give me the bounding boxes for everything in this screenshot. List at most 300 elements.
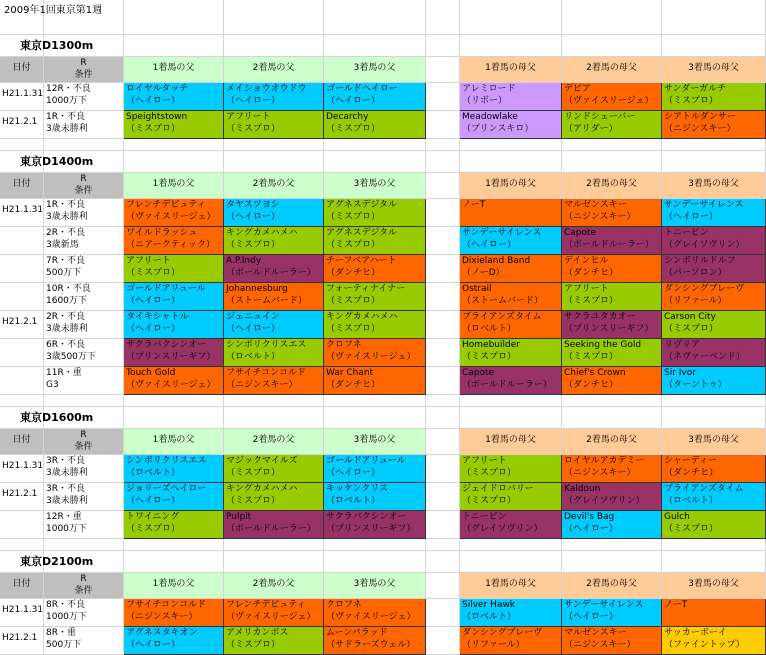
- dam-sire-cell[interactable]: [662, 627, 766, 655]
- dam-sire-name: サンダーガルチ: [664, 84, 727, 94]
- dam-sire-cell[interactable]: [662, 339, 766, 367]
- dam-sire-line: （ロベルト）: [462, 324, 517, 334]
- spacer-1-cell-3[interactable]: [224, 139, 324, 151]
- dam-sire-line: （ロベルト）: [462, 612, 517, 622]
- gap-cell[interactable]: [426, 511, 460, 539]
- header-sire-3: [324, 173, 426, 199]
- date-cell[interactable]: [0, 283, 44, 311]
- sire-name: キングカメハメハ: [326, 312, 398, 322]
- section-title-row-cell-6[interactable]: [460, 35, 562, 57]
- spacer-3-cell-6[interactable]: [460, 539, 562, 551]
- sire-name: アメリカンボス: [226, 628, 289, 638]
- sire-cell[interactable]: [324, 283, 426, 311]
- spacer-2-cell-0[interactable]: [0, 395, 44, 407]
- sire-cell[interactable]: [324, 111, 426, 139]
- section-title-row-cell-8[interactable]: [662, 35, 766, 57]
- sire-cell[interactable]: [224, 311, 324, 339]
- section-title-row-cell-7[interactable]: [562, 551, 662, 573]
- spacer-3-cell-5[interactable]: [426, 539, 460, 551]
- sire-cell[interactable]: [224, 199, 324, 227]
- sire-name: アグネスデジタル: [326, 200, 397, 210]
- dam-sire-name: アフリート: [462, 456, 507, 466]
- spacer-2-cell-7[interactable]: [562, 395, 662, 407]
- dam-sire-name: Seeking the Gold: [564, 340, 642, 350]
- dam-sire-line: （ストームバード）: [462, 296, 544, 306]
- section-title-row-cell-3[interactable]: [224, 35, 324, 57]
- gap-cell[interactable]: [426, 199, 460, 227]
- sire-name: マジックマイルズ: [226, 456, 298, 466]
- sire-line: （ストームバード）: [226, 296, 308, 306]
- dam-sire-name: シャーディー: [664, 456, 718, 466]
- section-title-row-cell-5[interactable]: [426, 35, 460, 57]
- dam-sire-cell[interactable]: [662, 511, 766, 539]
- sire-cell[interactable]: [324, 83, 426, 111]
- section-title-row-cell-8[interactable]: [662, 407, 766, 429]
- sire-cell[interactable]: [224, 455, 324, 483]
- sire-name: War Chant: [326, 368, 374, 378]
- header-sire-label: 3着馬の父: [353, 435, 396, 445]
- gap-cell[interactable]: [426, 255, 460, 283]
- dam-sire-cell[interactable]: [460, 455, 562, 483]
- sire-name: アグネスデジタル: [326, 228, 397, 238]
- section-title-row-cell-0[interactable]: [0, 151, 94, 173]
- header-sire-1: [124, 173, 224, 199]
- spacer-1-cell-5[interactable]: [426, 139, 460, 151]
- dam-sire-cell[interactable]: [460, 199, 562, 227]
- date-cell[interactable]: [0, 599, 44, 627]
- gap-cell[interactable]: [426, 599, 460, 627]
- gap-cell[interactable]: [426, 283, 460, 311]
- sire-line: （ミスプロ）: [326, 296, 381, 306]
- sire-cell[interactable]: [124, 311, 224, 339]
- header-sire-3: [324, 57, 426, 83]
- header-race-label: R: [80, 174, 87, 184]
- section-title-row-cell-2[interactable]: [124, 407, 224, 429]
- sire-name: ロイヤルタッチ: [126, 84, 189, 94]
- gap-cell[interactable]: [426, 367, 460, 395]
- dam-sire-cell[interactable]: [562, 483, 662, 511]
- spacer-2-cell-3[interactable]: [224, 395, 324, 407]
- dam-sire-line: （グレイソヴリン）: [564, 496, 645, 506]
- condition-cell[interactable]: [44, 111, 124, 139]
- caption-row-cell-3[interactable]: [224, 0, 324, 35]
- dam-sire-cell[interactable]: [662, 255, 766, 283]
- header-dam-sire-3: [662, 429, 766, 455]
- race-class: 500万下: [46, 640, 82, 650]
- sire-cell[interactable]: [324, 255, 426, 283]
- spacer-2-cell-1[interactable]: [44, 395, 124, 407]
- dam-sire-cell[interactable]: [460, 483, 562, 511]
- race-date: H21.1.31: [2, 89, 44, 99]
- race-number-going: 3R・不良: [46, 484, 85, 494]
- race-class: 500万下: [46, 268, 82, 278]
- section-title-row-cell-4[interactable]: [324, 407, 426, 429]
- section-title-row-cell-3[interactable]: [224, 407, 324, 429]
- section-title-row-cell-3[interactable]: [224, 551, 324, 573]
- spacer-2-cell-2[interactable]: [124, 395, 224, 407]
- dam-sire-cell[interactable]: [662, 83, 766, 111]
- spacer-1-cell-4[interactable]: [324, 139, 426, 151]
- spacer-3-cell-4[interactable]: [324, 539, 426, 551]
- section-title-row-cell-7[interactable]: [562, 35, 662, 57]
- caption-row-cell-2[interactable]: [124, 0, 224, 35]
- sire-cell[interactable]: [324, 339, 426, 367]
- dam-sire-line: （ダンチヒ）: [664, 468, 719, 478]
- dam-sire-name: サンデーサイレンス: [564, 600, 644, 610]
- section-title-row-cell-2[interactable]: [124, 151, 224, 173]
- section-title-row-cell-7[interactable]: [562, 151, 662, 173]
- dam-sire-cell[interactable]: [662, 599, 766, 627]
- spacer-2-cell-5[interactable]: [426, 395, 460, 407]
- dam-sire-name: ロイヤルアカデミー: [564, 456, 645, 466]
- condition-cell[interactable]: [44, 283, 124, 311]
- section-title-row-cell-6[interactable]: [460, 407, 562, 429]
- header-sire-label: 3着馬の父: [353, 179, 396, 189]
- date-cell[interactable]: [0, 199, 44, 227]
- sire-line: （ミスプロ）: [226, 124, 281, 134]
- condition-cell[interactable]: [44, 199, 124, 227]
- sire-cell[interactable]: [224, 339, 324, 367]
- spacer-3-cell-2[interactable]: [124, 539, 224, 551]
- sire-name: フサイチコンコルド: [126, 600, 207, 610]
- sire-cell[interactable]: [324, 199, 426, 227]
- dam-sire-name: ダンシングブレーヴ: [462, 628, 543, 638]
- dam-sire-name: Meadowlake: [462, 112, 518, 122]
- spacer-1-cell-0[interactable]: [0, 139, 44, 151]
- caption-row-cell-5[interactable]: [426, 0, 460, 35]
- header-dam-sire-label: 3着馬の母父: [688, 179, 739, 189]
- sire-cell[interactable]: [124, 199, 224, 227]
- spacer-3-cell-3[interactable]: [224, 539, 324, 551]
- dam-sire-cell[interactable]: [562, 283, 662, 311]
- gap-cell[interactable]: [426, 83, 460, 111]
- sire-cell[interactable]: [224, 283, 324, 311]
- sire-line: （ニジンスキー）: [226, 380, 298, 390]
- header-dam-sire-3: [662, 173, 766, 199]
- section-title-row-cell-2[interactable]: [124, 35, 224, 57]
- dam-sire-cell[interactable]: [662, 455, 766, 483]
- sire-name: フレンチデピュティ: [126, 200, 206, 210]
- header-dam-sire-3: [662, 573, 766, 599]
- date-cell[interactable]: [0, 227, 44, 255]
- header-sire-label: 2着馬の父: [252, 179, 295, 189]
- race-number-going: 8R・不良: [46, 600, 85, 610]
- dam-sire-cell[interactable]: [562, 111, 662, 139]
- sire-cell[interactable]: [124, 83, 224, 111]
- header-date-label: 日付: [12, 179, 31, 189]
- dam-sire-cell[interactable]: [460, 311, 562, 339]
- gap-cell[interactable]: [426, 483, 460, 511]
- header-dam-sire-label: 2着馬の母父: [586, 63, 637, 73]
- dam-sire-name: Ostrail: [462, 284, 492, 294]
- sire-cell[interactable]: [124, 367, 224, 395]
- spacer-2-cell-4[interactable]: [324, 395, 426, 407]
- sire-line: （ミスプロ）: [326, 240, 381, 250]
- section-title-row-cell-6[interactable]: [460, 551, 562, 573]
- spacer-1-cell-6[interactable]: [460, 139, 562, 151]
- header-race-condition: [44, 429, 124, 455]
- sire-line: （ヴァイスリージェ）: [226, 612, 316, 622]
- sire-cell[interactable]: [124, 283, 224, 311]
- section-title-row-cell-5[interactable]: [426, 407, 460, 429]
- sire-line: （ヘイロー）: [226, 96, 281, 106]
- gap-cell[interactable]: [426, 339, 460, 367]
- dam-sire-cell[interactable]: [562, 599, 662, 627]
- sire-line: （ミスプロ）: [126, 524, 181, 534]
- dam-sire-cell[interactable]: [562, 227, 662, 255]
- race-number-going: 3R・不良: [46, 456, 85, 466]
- section-title-row-cell-4[interactable]: [324, 151, 426, 173]
- dam-sire-line: （ヘイロー）: [564, 612, 619, 622]
- race-class: 1000万下: [46, 612, 87, 622]
- spacer-1-cell-8[interactable]: [662, 139, 766, 151]
- dam-sire-cell[interactable]: [562, 367, 662, 395]
- sire-cell[interactable]: [124, 227, 224, 255]
- dam-sire-cell[interactable]: [662, 367, 766, 395]
- sire-cell[interactable]: [224, 367, 324, 395]
- condition-cell[interactable]: [44, 627, 124, 655]
- header-date-label: 日付: [12, 63, 31, 73]
- header-sire-label: 1着馬の父: [152, 579, 195, 589]
- date-cell[interactable]: [0, 83, 44, 111]
- sire-cell[interactable]: [124, 339, 224, 367]
- sire-cell[interactable]: [324, 455, 426, 483]
- sire-cell[interactable]: [224, 111, 324, 139]
- sire-name: フサイチコンコルド: [226, 368, 307, 378]
- dam-sire-line: （ヴァイスリージェ）: [564, 96, 654, 106]
- section-title-row-cell-8[interactable]: [662, 151, 766, 173]
- condition-cell[interactable]: [44, 511, 124, 539]
- header-date: [0, 429, 44, 455]
- dam-sire-name: サンデーサイレンス: [664, 200, 744, 210]
- dam-sire-cell[interactable]: [562, 511, 662, 539]
- condition-cell[interactable]: [44, 339, 124, 367]
- section-title: 東京D1300m: [20, 39, 94, 52]
- race-class: G3: [46, 380, 59, 390]
- dam-sire-line: （リファール）: [664, 296, 727, 306]
- sire-line: （ニアークティック）: [126, 240, 216, 250]
- sire-name: アフリート: [226, 112, 271, 122]
- date-cell[interactable]: [0, 511, 44, 539]
- dam-sire-cell[interactable]: [460, 599, 562, 627]
- section-title-row-cell-5[interactable]: [426, 151, 460, 173]
- spacer-3-cell-0[interactable]: [0, 539, 44, 551]
- dam-sire-cell[interactable]: [562, 627, 662, 655]
- sire-cell[interactable]: [124, 111, 224, 139]
- sire-cell[interactable]: [224, 599, 324, 627]
- caption-row-cell-6[interactable]: [460, 0, 562, 35]
- caption-row-cell-8[interactable]: [662, 0, 766, 35]
- sire-cell[interactable]: [124, 599, 224, 627]
- gap-cell[interactable]: [426, 227, 460, 255]
- dam-sire-line: （ミスプロ）: [462, 352, 517, 362]
- sire-cell[interactable]: [324, 511, 426, 539]
- dam-sire-cell[interactable]: [460, 367, 562, 395]
- dam-sire-cell[interactable]: [460, 111, 562, 139]
- header-dam-sire-1: [460, 173, 562, 199]
- dam-sire-cell[interactable]: [460, 511, 562, 539]
- date-cell[interactable]: [0, 455, 44, 483]
- date-cell[interactable]: [0, 111, 44, 139]
- dam-sire-line: （ターントゥ）: [664, 380, 727, 390]
- sire-name: キングカメハメハ: [226, 228, 298, 238]
- section-title-row-cell-2[interactable]: [124, 551, 224, 573]
- dam-sire-cell[interactable]: [662, 311, 766, 339]
- dam-sire-name: シンボリルドルフ: [664, 256, 736, 266]
- section-title-row-cell-0[interactable]: [0, 407, 94, 429]
- sire-cell[interactable]: [324, 311, 426, 339]
- gap-cell[interactable]: [426, 627, 460, 655]
- dam-sire-line: （ダンチヒ）: [564, 380, 619, 390]
- sire-cell[interactable]: [224, 627, 324, 655]
- sire-cell[interactable]: [224, 255, 324, 283]
- section-title-row-cell-6[interactable]: [460, 151, 562, 173]
- sire-name: ゴールドヘイロー: [326, 84, 398, 94]
- dam-sire-cell[interactable]: [460, 283, 562, 311]
- dam-sire-cell[interactable]: [662, 283, 766, 311]
- sire-cell[interactable]: [224, 483, 324, 511]
- dam-sire-line: （ニジンスキー）: [564, 468, 636, 478]
- spacer-1-cell-1[interactable]: [44, 139, 124, 151]
- dam-sire-cell[interactable]: [460, 339, 562, 367]
- gap-cell[interactable]: [426, 311, 460, 339]
- sire-line: （ミスプロ）: [226, 496, 281, 506]
- condition-cell[interactable]: [44, 227, 124, 255]
- dam-sire-cell[interactable]: [460, 83, 562, 111]
- sire-cell[interactable]: [124, 627, 224, 655]
- dam-sire-line: （グレイソヴリン）: [462, 524, 543, 534]
- race-number-going: 7R・不良: [46, 256, 85, 266]
- dam-sire-cell[interactable]: [662, 227, 766, 255]
- sire-cell[interactable]: [324, 367, 426, 395]
- sire-line: （ダンチヒ）: [326, 380, 381, 390]
- sire-name: キッケンクリス: [326, 484, 389, 494]
- condition-cell[interactable]: [44, 599, 124, 627]
- race-class: 3歳500万下: [46, 352, 96, 362]
- section-title-row-cell-4[interactable]: [324, 551, 426, 573]
- date-cell[interactable]: [0, 483, 44, 511]
- date-cell[interactable]: [0, 627, 44, 655]
- dam-sire-name: デピア: [564, 84, 592, 94]
- date-cell[interactable]: [0, 339, 44, 367]
- dam-sire-cell[interactable]: [562, 199, 662, 227]
- sire-cell[interactable]: [324, 627, 426, 655]
- spacer-1-cell-2[interactable]: [124, 139, 224, 151]
- sire-name: シンボリクリスエス: [226, 340, 307, 350]
- dam-sire-cell[interactable]: [562, 83, 662, 111]
- sire-cell[interactable]: [124, 483, 224, 511]
- condition-cell[interactable]: [44, 483, 124, 511]
- sire-cell[interactable]: [124, 455, 224, 483]
- section-title-row-cell-4[interactable]: [324, 35, 426, 57]
- sire-name: クロフネ: [326, 600, 362, 610]
- spacer-1-cell-7[interactable]: [562, 139, 662, 151]
- sire-cell[interactable]: [224, 227, 324, 255]
- section-title-row-cell-5[interactable]: [426, 551, 460, 573]
- dam-sire-cell[interactable]: [662, 483, 766, 511]
- sire-line: （サドラーズウェル）: [326, 640, 416, 650]
- caption-row-cell-7[interactable]: [562, 0, 662, 35]
- gap-cell[interactable]: [426, 111, 460, 139]
- dam-sire-cell[interactable]: [460, 255, 562, 283]
- sire-cell[interactable]: [224, 511, 324, 539]
- spacer-3-cell-7[interactable]: [562, 539, 662, 551]
- header-sire-label: 1着馬の父: [152, 435, 195, 445]
- condition-cell[interactable]: [44, 455, 124, 483]
- section-title-row-cell-3[interactable]: [224, 151, 324, 173]
- race-class: 3歳未勝利: [46, 124, 88, 134]
- condition-cell[interactable]: [44, 255, 124, 283]
- section-title-row-cell-0[interactable]: [0, 551, 94, 573]
- dam-sire-name: ノーT: [462, 200, 486, 210]
- header-race-condition: [44, 573, 124, 599]
- spacer-3-cell-8[interactable]: [662, 539, 766, 551]
- dam-sire-cell[interactable]: [662, 111, 766, 139]
- date-cell[interactable]: [0, 367, 44, 395]
- sire-name: ゴールドアリュール: [326, 456, 406, 466]
- race-class: 3歳未勝利: [46, 212, 88, 222]
- sire-name: タイキシャトル: [126, 312, 189, 322]
- sire-cell[interactable]: [324, 227, 426, 255]
- spacer-3-cell-1[interactable]: [44, 539, 124, 551]
- sire-cell[interactable]: [124, 511, 224, 539]
- dam-sire-cell[interactable]: [562, 455, 662, 483]
- dam-sire-line: （グレイソヴリン）: [664, 240, 745, 250]
- header-dam-sire-2: [562, 573, 662, 599]
- caption-row-cell-4[interactable]: [324, 0, 426, 35]
- header-race-condition: [44, 173, 124, 199]
- header-condition-label: 条件: [74, 186, 93, 196]
- dam-sire-name: ブライアンズタイム: [664, 484, 744, 494]
- condition-cell[interactable]: [44, 367, 124, 395]
- dam-sire-name: Capote: [462, 368, 495, 378]
- section-title-row-cell-8[interactable]: [662, 551, 766, 573]
- dam-sire-cell[interactable]: [562, 255, 662, 283]
- spacer-2-cell-6[interactable]: [460, 395, 562, 407]
- sire-name: アグネスタキオン: [126, 628, 198, 638]
- dam-sire-cell[interactable]: [562, 311, 662, 339]
- race-class: 1000万下: [46, 96, 87, 106]
- dam-sire-cell[interactable]: [460, 227, 562, 255]
- dam-sire-name: Silver Hawk: [462, 600, 515, 610]
- date-cell[interactable]: [0, 255, 44, 283]
- race-class: 3歳未勝利: [46, 324, 88, 334]
- dam-sire-line: （ミスプロ）: [664, 324, 719, 334]
- condition-cell[interactable]: [44, 311, 124, 339]
- sire-line: （ミスプロ）: [126, 124, 181, 134]
- dam-sire-cell[interactable]: [460, 627, 562, 655]
- sire-cell[interactable]: [324, 599, 426, 627]
- dam-sire-name: Gulch: [664, 512, 690, 522]
- spacer-2-cell-8[interactable]: [662, 395, 766, 407]
- sire-cell[interactable]: [324, 483, 426, 511]
- dam-sire-name: リヴリア: [664, 340, 701, 350]
- caption-row-cell-0[interactable]: [0, 0, 103, 35]
- dam-sire-cell[interactable]: [662, 199, 766, 227]
- header-sire-label: 1着馬の父: [152, 179, 195, 189]
- section-title-row-cell-0[interactable]: [0, 35, 94, 57]
- sire-cell[interactable]: [224, 83, 324, 111]
- race-class: 1000万下: [46, 524, 87, 534]
- condition-cell[interactable]: [44, 83, 124, 111]
- dam-sire-cell[interactable]: [562, 339, 662, 367]
- section-title-row-cell-7[interactable]: [562, 407, 662, 429]
- gap-cell[interactable]: [426, 455, 460, 483]
- sire-cell[interactable]: [124, 255, 224, 283]
- sire-line: （ヘイロー）: [126, 496, 181, 506]
- date-cell[interactable]: [0, 311, 44, 339]
- sire-name: タヤスツヨシ: [226, 200, 280, 210]
